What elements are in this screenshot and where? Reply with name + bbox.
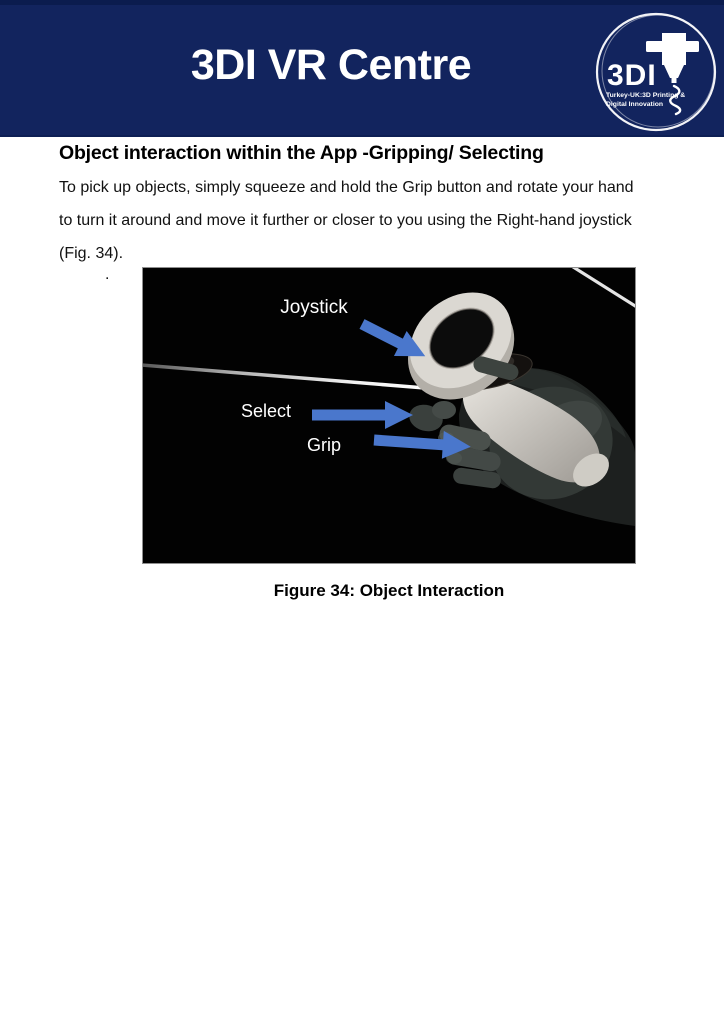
paragraph-line: To pick up objects, simply squeeze and hold the Grip button and rotate your hand: [59, 179, 634, 196]
vr-controller-illustration: [143, 268, 635, 563]
joystick-label: Joystick: [280, 297, 348, 318]
stray-period: .: [105, 266, 110, 283]
header-band: [0, 0, 724, 137]
figure-caption: Figure 34: Object Interaction: [273, 581, 505, 600]
select-label: Select: [240, 401, 292, 421]
grip-label: Grip: [306, 435, 342, 455]
figure-image: [143, 268, 635, 563]
page-title: 3DI VR Centre: [190, 41, 472, 89]
logo-acronym: 3DI: [607, 59, 657, 92]
body-paragraph: [59, 171, 709, 270]
logo-tagline-line1: Turkey-UK:3D Printing &: [606, 92, 686, 99]
paragraph-line: (Fig. 34).: [59, 245, 124, 262]
logo-tagline-line2: Digital Innovation: [606, 101, 664, 108]
3di-logo: [591, 10, 724, 138]
section-heading: Object interaction within the App -Gripping/ Selecting: [59, 142, 544, 164]
paragraph-line: to turn it around and move it further or closer to you using the Right-hand joystick: [59, 212, 632, 229]
